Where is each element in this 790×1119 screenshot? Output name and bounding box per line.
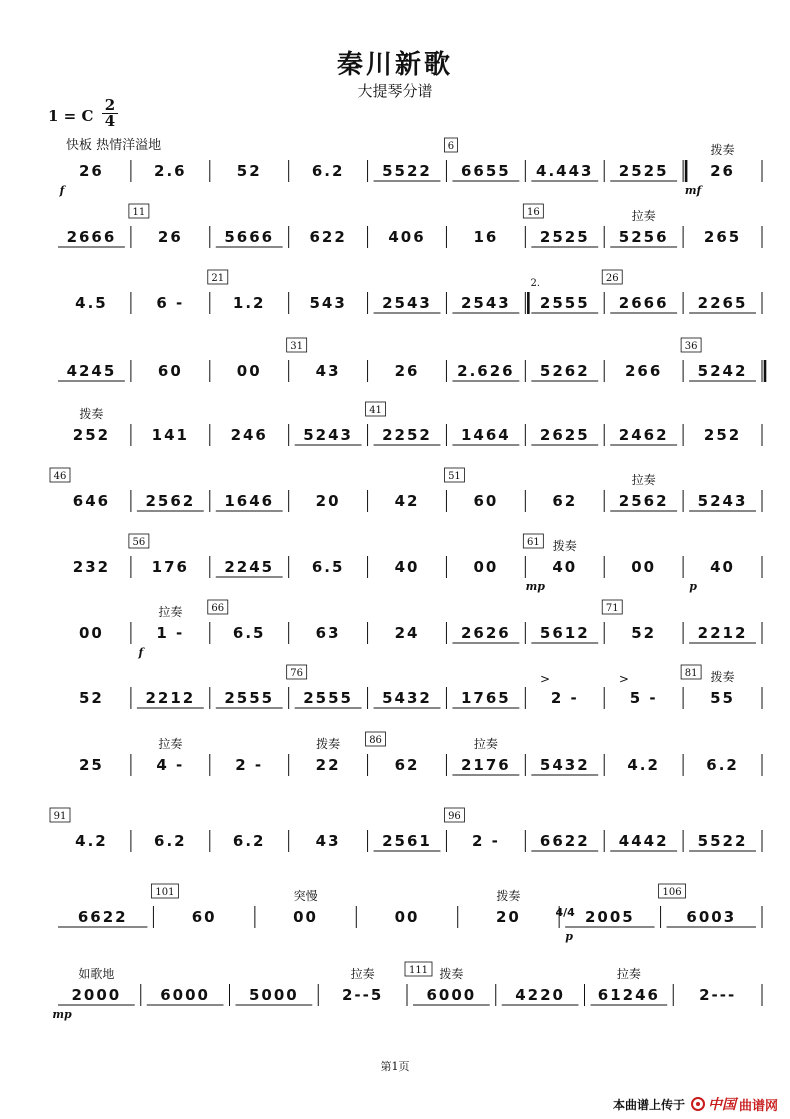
measure-notes: 141 <box>151 426 189 444</box>
measure-notes: 1464 <box>461 426 511 444</box>
measure-notes: 40 <box>394 558 420 576</box>
measure-notes: 4220 <box>515 986 565 1004</box>
measure-number: 76 <box>290 668 304 679</box>
measure-notes: 406 <box>388 228 426 246</box>
measure-notes: 5432 <box>382 689 432 707</box>
dynamic-mark: f <box>59 184 65 197</box>
measure-notes: 5432 <box>539 756 590 774</box>
measure-notes: 26 <box>394 362 420 380</box>
technique-mark: 拉奏 <box>631 473 656 487</box>
measure-notes: 5522 <box>382 162 432 180</box>
measure-notes: 2 - <box>550 689 579 707</box>
measure-notes: 16 <box>473 228 499 246</box>
measure-notes: 2525 <box>618 162 669 180</box>
measure-notes: 2176 <box>461 756 511 774</box>
dynamic-mark: p <box>565 930 573 943</box>
measure-notes: 24 <box>394 624 420 642</box>
measure-notes: 6.2 <box>311 162 345 180</box>
measure-number: 6 <box>447 141 455 152</box>
technique-mark: 拨奏 <box>710 143 735 157</box>
measure-notes: 5612 <box>539 624 590 642</box>
key-signature: 1 = C <box>48 107 94 125</box>
measure-notes: 2000 <box>71 986 122 1004</box>
measure-notes: 5243 <box>697 492 748 510</box>
measure-number: 16 <box>526 207 540 218</box>
technique-mark: 拨奏 <box>710 670 735 684</box>
measure-notes: 2--- <box>699 986 737 1004</box>
measure-number: 41 <box>369 405 382 416</box>
measure-notes: 2666 <box>66 228 117 246</box>
measure-notes: 2212 <box>697 624 748 642</box>
measure-notes: 6.2 <box>232 832 266 850</box>
measure-notes: 1765 <box>461 689 511 707</box>
measure-notes: 4.443 <box>536 162 594 180</box>
measure-notes: 2562 <box>618 492 669 510</box>
measure-notes: 26 <box>79 162 104 180</box>
measure-number: 81 <box>684 668 698 679</box>
measure-notes: 22 <box>315 756 341 774</box>
measure-number: 51 <box>448 471 461 482</box>
dynamic-mark: mp <box>52 1008 72 1021</box>
technique-mark: 拨奏 <box>439 967 464 981</box>
measure-notes: 2666 <box>618 294 669 312</box>
time-signature-bottom: 4 <box>102 113 118 129</box>
measure-notes: 6622 <box>539 832 590 850</box>
measure-notes: 43 <box>315 362 341 380</box>
measure-notes: 43 <box>315 832 341 850</box>
dynamic-mark: p <box>689 580 697 593</box>
logo-icon <box>691 1097 705 1111</box>
measure-notes: 5242 <box>697 362 748 380</box>
measure-notes: 2252 <box>382 426 432 444</box>
measure-notes: 1.2 <box>232 294 266 312</box>
measure-notes: 6003 <box>686 908 737 926</box>
measure-notes: 2561 <box>382 832 432 850</box>
measure-notes: 2.626 <box>457 362 515 380</box>
measure-notes: 61246 <box>597 986 660 1004</box>
measure-notes: 252 <box>72 426 111 444</box>
measure-notes: 646 <box>72 492 111 510</box>
measure-notes: 265 <box>703 228 742 246</box>
technique-mark: 拨奏 <box>552 539 577 553</box>
measure-notes: 26 <box>710 162 735 180</box>
measure-number: 21 <box>211 273 225 284</box>
measure-notes: 60 <box>157 362 183 380</box>
measure-notes: 4245 <box>66 362 117 380</box>
measure-notes: 252 <box>703 426 742 444</box>
volta-label: 2. <box>530 278 541 289</box>
measure-notes: 26 <box>157 228 183 246</box>
measure-notes: 2626 <box>461 624 511 642</box>
measure-notes: 2543 <box>382 294 432 312</box>
measure-number: 106 <box>662 887 682 898</box>
accent-mark: > <box>618 672 629 686</box>
measure-notes: 1646 <box>224 492 275 510</box>
measure-notes: 266 <box>625 362 663 380</box>
measure-notes: 5256 <box>618 228 669 246</box>
measure-notes: 2525 <box>539 228 590 246</box>
measure-notes: 5666 <box>224 228 275 246</box>
measure-notes: 5243 <box>303 426 353 444</box>
measure-notes: 42 <box>394 492 420 510</box>
measure-notes: 52 <box>631 624 657 642</box>
measure-notes: 6.5 <box>232 624 266 642</box>
measure-number: 56 <box>132 537 146 548</box>
measure-number: 26 <box>605 273 619 284</box>
measure-notes: 25 <box>79 756 104 774</box>
measure-number: 36 <box>684 341 698 352</box>
technique-mark: 突慢 <box>293 889 318 903</box>
measure-number: 101 <box>155 887 175 898</box>
technique-mark: 拉奏 <box>616 967 641 981</box>
measure-notes: 2--5 <box>341 986 384 1004</box>
measure-notes: 2462 <box>618 426 669 444</box>
measure-notes: 5 - <box>629 689 658 707</box>
measure-number: 71 <box>605 603 619 614</box>
measure-notes: 4 - <box>156 756 185 774</box>
footer-credit <box>613 1094 778 1114</box>
measure-notes: 62 <box>394 756 420 774</box>
measure-notes: 52 <box>79 689 104 707</box>
measure-notes: 40 <box>552 558 578 576</box>
measure-number: 86 <box>369 735 382 746</box>
technique-mark: 拨奏 <box>496 889 521 903</box>
measure-notes: 63 <box>315 624 341 642</box>
dynamic-mark: f <box>138 646 144 659</box>
upload-note: 本曲谱上传于 <box>612 1097 685 1112</box>
measure-number: 31 <box>290 341 304 352</box>
measure-notes: 2562 <box>145 492 196 510</box>
measure-notes: 4.2 <box>627 756 660 774</box>
technique-mark: 拉奏 <box>158 605 183 619</box>
measure-notes: 246 <box>230 426 268 444</box>
measure-notes: 6 - <box>156 294 185 312</box>
measure-notes: 00 <box>473 558 499 576</box>
time-change: 4/4 <box>555 906 575 919</box>
measure-notes: 00 <box>631 558 657 576</box>
measure-number: 11 <box>132 207 146 218</box>
measure-notes: 00 <box>394 908 420 926</box>
measure-notes: 2.6 <box>154 162 187 180</box>
measure-number: 111 <box>408 965 429 976</box>
measure-number: 91 <box>53 811 67 822</box>
measure-notes: 00 <box>293 908 319 926</box>
logo-text-b: 曲谱网 <box>738 1098 778 1114</box>
measure-notes: 6000 <box>426 986 477 1004</box>
logo-text-a: 中国 <box>707 1097 736 1113</box>
measure-notes: 2555 <box>539 294 590 312</box>
dynamic-mark: mp <box>525 580 546 593</box>
measure-notes: 2245 <box>224 558 275 576</box>
technique-mark: 拨奏 <box>79 407 104 421</box>
measure-notes: 2265 <box>697 294 748 312</box>
measure-notes: 55 <box>710 689 735 707</box>
measure-number: 66 <box>211 603 225 614</box>
measure-number: 96 <box>448 811 461 822</box>
measure-number: 61 <box>526 537 540 548</box>
measure-notes: 6000 <box>160 986 210 1004</box>
measure-notes: 176 <box>151 558 189 576</box>
page-title: 秦川新歌 <box>336 50 453 80</box>
measure-notes: 60 <box>191 908 217 926</box>
measure-notes: 20 <box>315 492 341 510</box>
measure-notes: 1 - <box>156 624 185 642</box>
measure-notes: 5000 <box>249 986 299 1004</box>
page-subtitle: 大提琴分谱 <box>357 82 433 100</box>
measure-notes: 00 <box>79 624 104 642</box>
measure-notes: 2625 <box>539 426 590 444</box>
technique-mark: 拉奏 <box>631 209 656 223</box>
accent-mark: > <box>540 672 551 686</box>
measure-notes: 4.5 <box>75 294 108 312</box>
measure-notes: 20 <box>495 908 521 926</box>
technique-mark: 拨奏 <box>316 737 341 751</box>
measure-notes: 62 <box>552 492 578 510</box>
measure-number: 46 <box>53 471 67 482</box>
measure-notes: 6.2 <box>154 832 187 850</box>
tempo-marking: 快板 热情洋溢地 <box>66 138 162 153</box>
measure-notes: 2 - <box>471 832 500 850</box>
measure-notes: 60 <box>473 492 499 510</box>
measure-notes: 00 <box>236 362 262 380</box>
measure-notes: 2212 <box>145 689 196 707</box>
measure-notes: 543 <box>309 294 347 312</box>
measure-notes: 4.2 <box>75 832 108 850</box>
measure-notes: 2555 <box>303 689 353 707</box>
measure-notes: 52 <box>236 162 262 180</box>
measure-notes: 2555 <box>224 689 275 707</box>
measure-notes: 2005 <box>584 908 635 926</box>
technique-mark: 拉奏 <box>473 737 498 751</box>
measure-notes: 6.2 <box>706 756 739 774</box>
measure-notes: 622 <box>309 228 347 246</box>
page-number: 第1页 <box>380 1060 410 1073</box>
technique-mark: 拉奏 <box>158 737 183 751</box>
measure-notes: 6655 <box>461 162 511 180</box>
technique-mark: 如歌地 <box>78 967 115 981</box>
measure-notes: 4442 <box>618 832 669 850</box>
measure-notes: 6.5 <box>311 558 345 576</box>
measure-notes: 2543 <box>461 294 511 312</box>
measure-notes: 5522 <box>697 832 748 850</box>
measure-notes: 40 <box>710 558 735 576</box>
technique-mark: 拉奏 <box>350 967 375 981</box>
measure-notes: 6622 <box>77 908 128 926</box>
time-signature-top: 2 <box>104 96 116 114</box>
measure-notes: 2 - <box>235 756 264 774</box>
dynamic-mark: mf <box>684 184 702 197</box>
measure-notes: 5262 <box>539 362 590 380</box>
measure-notes: 232 <box>72 558 111 576</box>
site-logo <box>691 1094 778 1114</box>
